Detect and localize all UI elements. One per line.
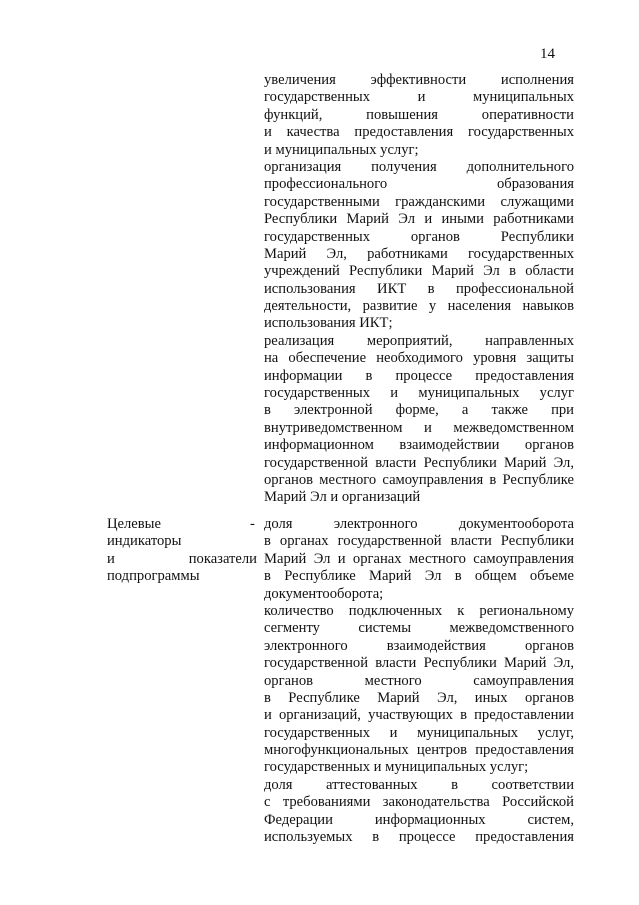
section-label bbox=[107, 516, 257, 586]
text-line: информации в процессе предоставления bbox=[264, 367, 574, 384]
text-line: увеличения эффективности исполнения bbox=[264, 72, 574, 88]
text-line: государственных и муниципальных услуг, bbox=[264, 724, 574, 741]
text-line: государственными гражданскими служащими bbox=[264, 193, 574, 210]
text-line: Республики Марий Эл и иными работниками bbox=[264, 211, 574, 228]
text-line: многофункциональных центров предоставления bbox=[264, 742, 574, 759]
text-line: использования ИКТ; bbox=[264, 315, 393, 332]
top-text-block bbox=[264, 72, 574, 507]
text-line: в органах государственной власти Республики bbox=[264, 533, 574, 550]
text-line: учреждений Республики Марий Эл в области bbox=[264, 263, 574, 280]
text-line: государственной власти Республики Марий Эл, bbox=[264, 454, 574, 471]
text-line: государственных и муниципальных услуг; bbox=[264, 759, 529, 776]
text-line: функций, повышения оперативности bbox=[264, 106, 574, 123]
text-line: Марий Эл и организаций bbox=[264, 489, 421, 506]
text-line: государственных и муниципальных услуг bbox=[264, 385, 574, 402]
label-line: индикаторы bbox=[107, 533, 182, 550]
label-line: подпрограммы bbox=[107, 568, 200, 585]
text-line: государственных органов Республики bbox=[264, 228, 574, 245]
label-line: и показатели bbox=[107, 550, 257, 567]
page-number: 14 bbox=[540, 46, 555, 62]
text-line: органов местного самоуправления bbox=[264, 672, 574, 689]
text-line: использования ИКТ в профессиональной bbox=[264, 280, 574, 297]
text-line: организация получения дополнительного bbox=[264, 158, 574, 175]
text-line: деятельности, развитие у населения навыков bbox=[264, 298, 574, 315]
text-line: доля аттестованных в соответствии bbox=[264, 776, 574, 793]
text-line: электронного взаимодействия органов bbox=[264, 637, 574, 654]
text-line: государственных и муниципальных bbox=[264, 89, 574, 106]
text-line: и качества предоставления государственных bbox=[264, 124, 574, 141]
text-line: органов местного самоуправления в Республике bbox=[264, 471, 574, 488]
text-line: в Республике Марий Эл, иных органов bbox=[264, 689, 574, 706]
text-line: и организаций, участвующих в предоставлении bbox=[264, 707, 574, 724]
text-line: внутриведомственном и межведомственном bbox=[264, 419, 574, 436]
text-line: сегменту системы межведомственного bbox=[264, 620, 574, 637]
text-line: реализация мероприятий, направленных bbox=[264, 332, 574, 349]
text-line: количество подключенных к региональному bbox=[264, 602, 574, 619]
text-line: с требованиями законодательства Российской bbox=[264, 794, 574, 811]
section-dash: - bbox=[250, 516, 255, 532]
text-line: Марий Эл, работниками государственных bbox=[264, 245, 574, 262]
label-line: Целевые bbox=[107, 516, 161, 532]
text-line: в Республике Марий Эл в общем объеме bbox=[264, 568, 574, 585]
text-line: Марий Эл и органах местного самоуправления bbox=[264, 550, 574, 567]
text-line: Федерации информационных систем, bbox=[264, 811, 574, 828]
text-line: профессионального образования bbox=[264, 176, 574, 193]
text-line: государственной власти Республики Марий Эл, bbox=[264, 655, 574, 672]
text-line: доля электронного документооборота bbox=[264, 516, 574, 532]
text-line: на обеспечение необходимого уровня защиты bbox=[264, 350, 574, 367]
text-line: информационном взаимодействии органов bbox=[264, 437, 574, 454]
bottom-text-block bbox=[264, 516, 574, 846]
text-line: и муниципальных услуг; bbox=[264, 141, 419, 158]
text-line: в электронной форме, а также при bbox=[264, 402, 574, 419]
text-line: документооборота; bbox=[264, 585, 384, 602]
text-line: используемых в процессе предоставления bbox=[264, 829, 574, 846]
